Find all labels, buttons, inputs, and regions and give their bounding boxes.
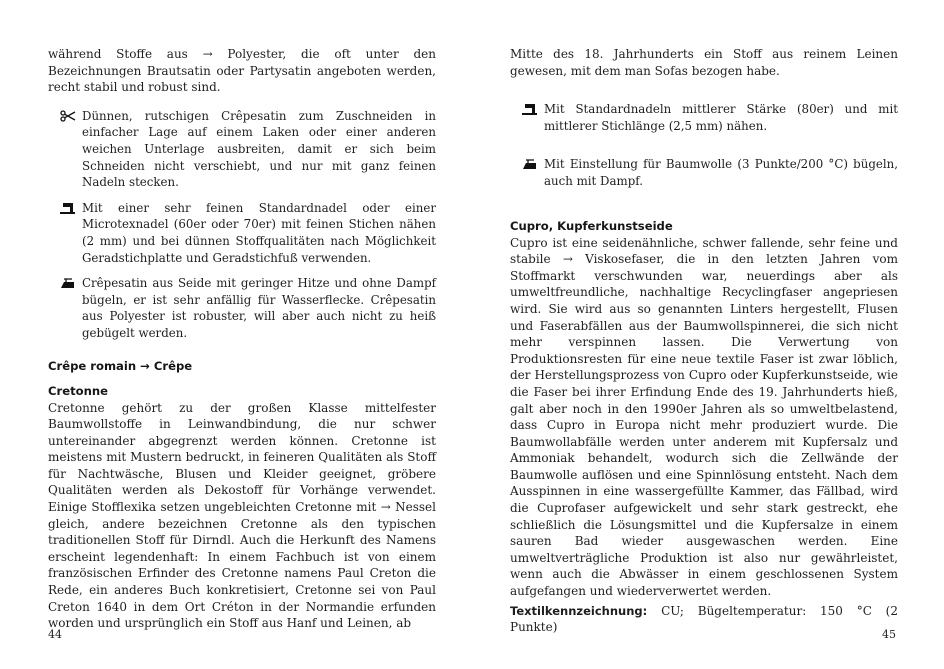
entry-heading-crepe-romain: Crêpe romain → Crêpe	[48, 358, 193, 373]
tip-text: Mit Standardnadeln mittlerer Stärke (80er) und mit mittlerer Stichlänge (2,5 mm) nähen.	[544, 102, 898, 133]
tip-cutting	[48, 108, 436, 191]
care-value: CU; Bügeltemperatur: 150 °C (2 Punkte)	[510, 603, 898, 635]
page-number-left: 44	[48, 628, 62, 641]
tip-text: Dünnen, rutschigen Crêpesatin zum Zuschneiden in einfacher Lage auf einem Laken oder einer anderen weichen Unterlage ausbreiten, damit er sich beim Schneiden nicht verschiebt, und nur mit ganz feinen Nadeln stecken.	[82, 108, 436, 190]
cretonne-paragraph: Cretonne gehört zu der großen Klasse mittelfester Baumwollstoffe in Leinwandbindung, die nur schwer untereinander abgegrenzt werden können. Cretonne ist meistens mit Mustern bedruckt, in feineren Qualitäten als Stoff für Nachtwäsche, Blusen und Kleider geeignet, gröbere Qualitäten werden als Dekostoff für Vorhänge verwendet. Einige Stofflexika setzen ungebleichten Cretonne mit → Nessel gleich, andere bezeichnen Cretonne als den typischen traditionellen Stoff für Dirndl. Auch die Herkunft des Namens erscheint legendenhaft: In einem Fachbuch ist von einem französischen Erfinder des Cretonne namens Paul Creton die Rede, ein anderes Buch konkretisiert, Cretonne sei von Paul Creton 1640 in dem Ort Créton in der Normandie erfunden worden und ursprünglich ein Stoff aus Hanf und Leinen, ab	[48, 400, 436, 631]
cupro-paragraph: Cupro ist eine seidenähnliche, schwer fallende, sehr feine und stabile → Viskosefaser, die in den letzten Jahren vom Stoffmarkt verschwunden war, neuerdings aber als umweltfreundliche, nachhaltige Recyclingfaser angepriesen wird. Sie wird aus so genannten Linters hergestellt, Flusen und Faserabfällen aus der Baumwollspinnerei, die sich nicht mehr verspinnen lassen. Die Verwertung von Produktionsresten für eine neue textile Faser ist zwar löblich, der Herstellungsprozess von Cupro oder Kupferkunstseide, wie die Faser bei ihrer Erfindung Ende des 19. Jahrhunderts hieß, galt aber noch in den 1990er Jahren als so umweltbelastend, dass Cupro in Europa nicht mehr produziert wurde. Die Baumwollabfälle werden unter anderem mit Kupfersalz und Ammoniak behandelt, wodurch sich die Zellwände der Baumwolle auflösen und eine Spinnlösung entsteht. Nach dem Ausspinnen in eine wassergefüllte Kammer, das Fällbad, wird die Cuprofaser aufgewickelt und sehr stark gestreckt, ehe schließlich die Lösungsmittel und die Kupfersalze in einem sauren Bad wieder ausgewaschen werden. Eine umweltverträgliche Produktion ist also nur gewährleistet, wenn auch die Abwässer in einem geschlossenen System aufgefangen und wiederverwertet werden.	[510, 235, 898, 599]
left-page	[48, 46, 436, 632]
care-label: Textilkennzeichnung:	[510, 603, 648, 618]
tip-ironing	[48, 275, 436, 341]
iron-icon	[522, 158, 538, 170]
scissors-icon	[60, 110, 76, 122]
tip-ironing	[510, 156, 898, 189]
tip-text: Mit Einstellung für Baumwolle (3 Punkte/200 °C) bügeln, auch mit Dampf.	[544, 157, 898, 188]
entry-heading-cupro: Cupro, Kupferkunstseide	[510, 218, 673, 233]
tip-text: Crêpesatin aus Seide mit geringer Hitze und ohne Dampf bügeln, er ist sehr anfällig für Wasserflecke. Crêpesatin aus Polyester ist robuster, will aber auch nicht zu heiß gebügelt werden.	[82, 276, 436, 340]
entry-heading-cretonne: Cretonne	[48, 383, 108, 398]
iron-icon	[60, 277, 76, 289]
right-page	[510, 46, 898, 636]
continuation-paragraph: Mitte des 18. Jahrhunderts ein Stoff aus reinem Leinen gewesen, mit dem man Sofas bezogen habe.	[510, 47, 898, 78]
tip-text: Mit einer sehr feinen Standardnadel oder einer Microtexnadel (60er oder 70er) mit feinen Stichen nähen (2 mm) und bei dünnen Stoffqualitäten nach Möglichkeit Geradstichplatte und Geradstichfuß verwenden.	[82, 200, 436, 265]
page-number-right: 45	[882, 628, 896, 641]
care-label-line	[510, 603, 898, 636]
tip-sewing	[510, 101, 898, 134]
sewing-machine-icon	[60, 202, 76, 214]
tip-sewing	[48, 200, 436, 266]
sewing-machine-icon	[522, 103, 538, 115]
intro-paragraph: während Stoffe aus → Polyester, die oft unter den Bezeichnungen Brautsatin oder Partysatin angeboten werden, recht stabil und robust sind.	[48, 47, 436, 95]
